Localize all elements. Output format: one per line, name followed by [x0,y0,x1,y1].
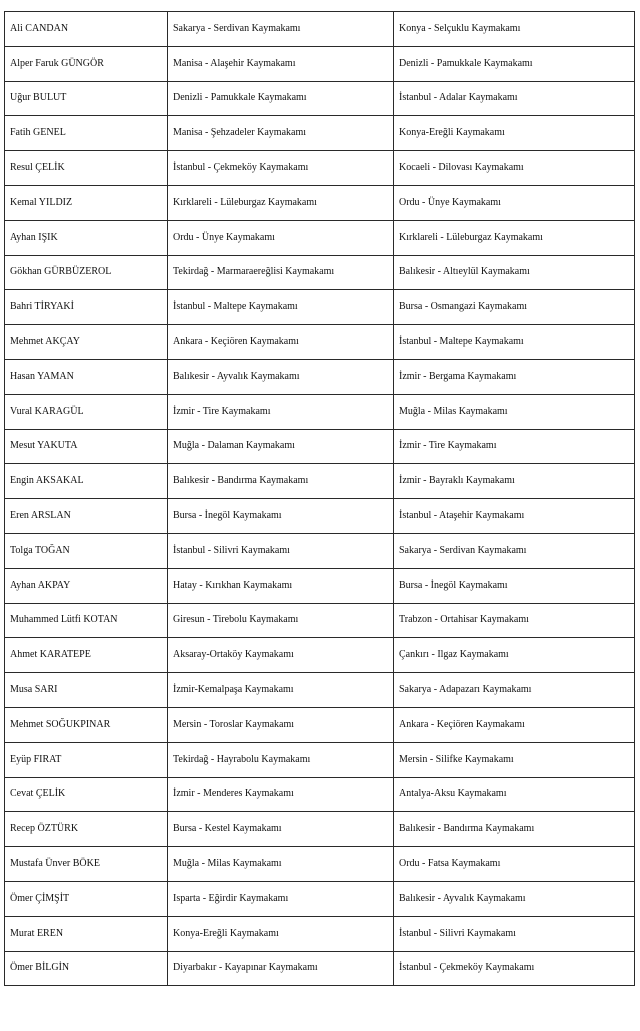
official-name-cell: Resul ÇELİK [5,151,168,186]
official-name-cell: Ömer BİLGİN [5,951,168,986]
table-row [5,673,635,708]
current-post-cell: Ankara - Keçiören Kaymakamı [168,325,394,360]
table-row [5,951,635,986]
table-row [5,255,635,290]
table-row [5,638,635,673]
current-post-cell: İzmir-Kemalpaşa Kaymakamı [168,673,394,708]
new-post-cell: Muğla - Milas Kaymakamı [394,394,635,429]
current-post-cell: Bursa - İnegöl Kaymakamı [168,499,394,534]
current-post-cell: Denizli - Pamukkale Kaymakamı [168,81,394,116]
table-row [5,151,635,186]
current-post-cell: İzmir - Tire Kaymakamı [168,394,394,429]
current-post-cell: Muğla - Dalaman Kaymakamı [168,429,394,464]
official-name-cell: Hasan YAMAN [5,359,168,394]
new-post-cell: Mersin - Silifke Kaymakamı [394,742,635,777]
official-name-cell: Ali CANDAN [5,12,168,47]
table-row [5,290,635,325]
table-row [5,359,635,394]
official-name-cell: Muhammed Lütfi KOTAN [5,603,168,638]
current-post-cell: Tekirdağ - Hayrabolu Kaymakamı [168,742,394,777]
official-name-cell: Eren ARSLAN [5,499,168,534]
new-post-cell: İstanbul - Silivri Kaymakamı [394,916,635,951]
official-name-cell: Mehmet SOĞUKPINAR [5,707,168,742]
new-post-cell: Balıkesir - Altıeylül Kaymakamı [394,255,635,290]
official-name-cell: Kemal YILDIZ [5,185,168,220]
new-post-cell: Ordu - Fatsa Kaymakamı [394,847,635,882]
new-post-cell: Ankara - Keçiören Kaymakamı [394,707,635,742]
table-row [5,881,635,916]
table-row [5,533,635,568]
table-row [5,394,635,429]
current-post-cell: İstanbul - Maltepe Kaymakamı [168,290,394,325]
official-name-cell: Ahmet KARATEPE [5,638,168,673]
table-row [5,325,635,360]
current-post-cell: Aksaray-Ortaköy Kaymakamı [168,638,394,673]
table-row [5,46,635,81]
current-post-cell: Ordu - Ünye Kaymakamı [168,220,394,255]
current-post-cell: Sakarya - Serdivan Kaymakamı [168,12,394,47]
current-post-cell: Isparta - Eğirdir Kaymakamı [168,881,394,916]
table-row [5,464,635,499]
current-post-cell: Manisa - Alaşehir Kaymakamı [168,46,394,81]
current-post-cell: Manisa - Şehzadeler Kaymakamı [168,116,394,151]
new-post-cell: Bursa - Osmangazi Kaymakamı [394,290,635,325]
official-name-cell: Gökhan GÜRBÜZEROL [5,255,168,290]
current-post-cell: Muğla - Milas Kaymakamı [168,847,394,882]
official-name-cell: Ayhan AKPAY [5,568,168,603]
official-name-cell: Ömer ÇİMŞİT [5,881,168,916]
table-row [5,81,635,116]
table-row [5,116,635,151]
new-post-cell: Konya-Ereğli Kaymakamı [394,116,635,151]
current-post-cell: İstanbul - Çekmeköy Kaymakamı [168,151,394,186]
table-row [5,742,635,777]
official-name-cell: Eyüp FIRAT [5,742,168,777]
new-post-cell: Balıkesir - Ayvalık Kaymakamı [394,881,635,916]
current-post-cell: İzmir - Menderes Kaymakamı [168,777,394,812]
official-name-cell: Musa SARI [5,673,168,708]
appointments-table [4,11,635,986]
table-row [5,847,635,882]
current-post-cell: Tekirdağ - Marmaraereğlisi Kaymakamı [168,255,394,290]
official-name-cell: Recep ÖZTÜRK [5,812,168,847]
current-post-cell: Balıkesir - Ayvalık Kaymakamı [168,359,394,394]
official-name-cell: Mehmet AKÇAY [5,325,168,360]
new-post-cell: Sakarya - Adapazarı Kaymakamı [394,673,635,708]
new-post-cell: İstanbul - Çekmeköy Kaymakamı [394,951,635,986]
new-post-cell: Bursa - İnegöl Kaymakamı [394,568,635,603]
new-post-cell: Konya - Selçuklu Kaymakamı [394,12,635,47]
table-row [5,707,635,742]
table-row [5,220,635,255]
new-post-cell: İzmir - Tire Kaymakamı [394,429,635,464]
current-post-cell: Giresun - Tirebolu Kaymakamı [168,603,394,638]
table-row [5,185,635,220]
table-row [5,12,635,47]
table-row [5,812,635,847]
official-name-cell: Bahri TİRYAKİ [5,290,168,325]
current-post-cell: Kırklareli - Lüleburgaz Kaymakamı [168,185,394,220]
new-post-cell: Denizli - Pamukkale Kaymakamı [394,46,635,81]
new-post-cell: İzmir - Bergama Kaymakamı [394,359,635,394]
official-name-cell: Tolga TOĞAN [5,533,168,568]
new-post-cell: Kocaeli - Dilovası Kaymakamı [394,151,635,186]
table-row [5,568,635,603]
current-post-cell: Diyarbakır - Kayapınar Kaymakamı [168,951,394,986]
new-post-cell: İzmir - Bayraklı Kaymakamı [394,464,635,499]
appointments-table-body [5,12,635,986]
official-name-cell: Fatih GENEL [5,116,168,151]
new-post-cell: İstanbul - Maltepe Kaymakamı [394,325,635,360]
official-name-cell: Mustafa Ünver BÖKE [5,847,168,882]
current-post-cell: Konya-Ereğli Kaymakamı [168,916,394,951]
current-post-cell: Bursa - Kestel Kaymakamı [168,812,394,847]
official-name-cell: Alper Faruk GÜNGÖR [5,46,168,81]
official-name-cell: Uğur BULUT [5,81,168,116]
current-post-cell: Mersin - Toroslar Kaymakamı [168,707,394,742]
table-row [5,603,635,638]
official-name-cell: Cevat ÇELİK [5,777,168,812]
official-name-cell: Murat EREN [5,916,168,951]
current-post-cell: Balıkesir - Bandırma Kaymakamı [168,464,394,499]
official-name-cell: Engin AKSAKAL [5,464,168,499]
new-post-cell: Sakarya - Serdivan Kaymakamı [394,533,635,568]
official-name-cell: Ayhan IŞIK [5,220,168,255]
new-post-cell: İstanbul - Adalar Kaymakamı [394,81,635,116]
table-row [5,777,635,812]
new-post-cell: Trabzon - Ortahisar Kaymakamı [394,603,635,638]
new-post-cell: Antalya-Aksu Kaymakamı [394,777,635,812]
new-post-cell: Ordu - Ünye Kaymakamı [394,185,635,220]
current-post-cell: İstanbul - Silivri Kaymakamı [168,533,394,568]
table-row [5,429,635,464]
official-name-cell: Mesut YAKUTA [5,429,168,464]
official-name-cell: Vural KARAGÜL [5,394,168,429]
new-post-cell: Balıkesir - Bandırma Kaymakamı [394,812,635,847]
table-row [5,916,635,951]
table-row [5,499,635,534]
new-post-cell: Çankırı - Ilgaz Kaymakamı [394,638,635,673]
new-post-cell: Kırklareli - Lüleburgaz Kaymakamı [394,220,635,255]
current-post-cell: Hatay - Kırıkhan Kaymakamı [168,568,394,603]
new-post-cell: İstanbul - Ataşehir Kaymakamı [394,499,635,534]
